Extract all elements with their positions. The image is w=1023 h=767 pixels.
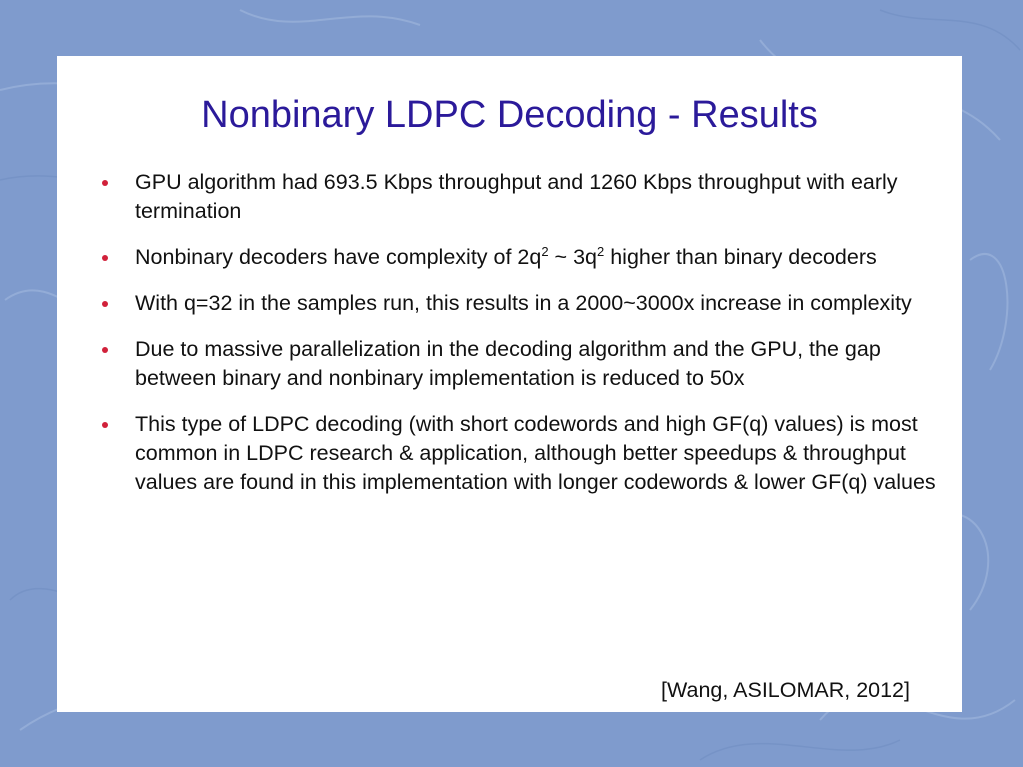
bullet-text: GPU algorithm had 693.5 Kbps throughput and 1260 Kbps throughput with early termination: [135, 170, 898, 223]
bullet-text: This type of LDPC decoding (with short codewords and high GF(q) values) is most common in LDPC research & application, although better speedups & throughput values are found in this implementation with longer codewords & lower GF(q) values: [135, 412, 936, 494]
bullet-marker-icon: [102, 301, 108, 307]
bullet-text: Due to massive parallelization in the decoding algorithm and the GPU, the gap between binary and nonbinary implementation is reduced to 50x: [135, 337, 881, 390]
bullet-list: [97, 168, 937, 514]
bullet-text-segment: ~ 3q: [548, 245, 597, 269]
superscript: 2: [597, 243, 605, 259]
bullet-item: [97, 243, 937, 272]
bullet-item: [97, 410, 937, 497]
bullet-item: [97, 168, 937, 226]
bullet-marker-icon: [102, 422, 108, 428]
bullet-text-segment: Nonbinary decoders have complexity of 2q: [135, 245, 542, 269]
slide-panel: [57, 56, 962, 712]
bullet-marker-icon: [102, 347, 108, 353]
bullet-text: With q=32 in the samples run, this results in a 2000~3000x increase in complexity: [135, 291, 912, 315]
bullet-item: [97, 335, 937, 393]
bullet-item: [97, 289, 937, 318]
superscript: 2: [541, 243, 549, 259]
bullet-text-segment: higher than binary decoders: [604, 245, 877, 269]
bullet-marker-icon: [102, 255, 108, 261]
bullet-text: [135, 245, 877, 269]
bullet-marker-icon: [102, 180, 108, 186]
slide-title: Nonbinary LDPC Decoding - Results: [201, 94, 818, 136]
citation: [Wang, ASILOMAR, 2012]: [661, 678, 910, 702]
